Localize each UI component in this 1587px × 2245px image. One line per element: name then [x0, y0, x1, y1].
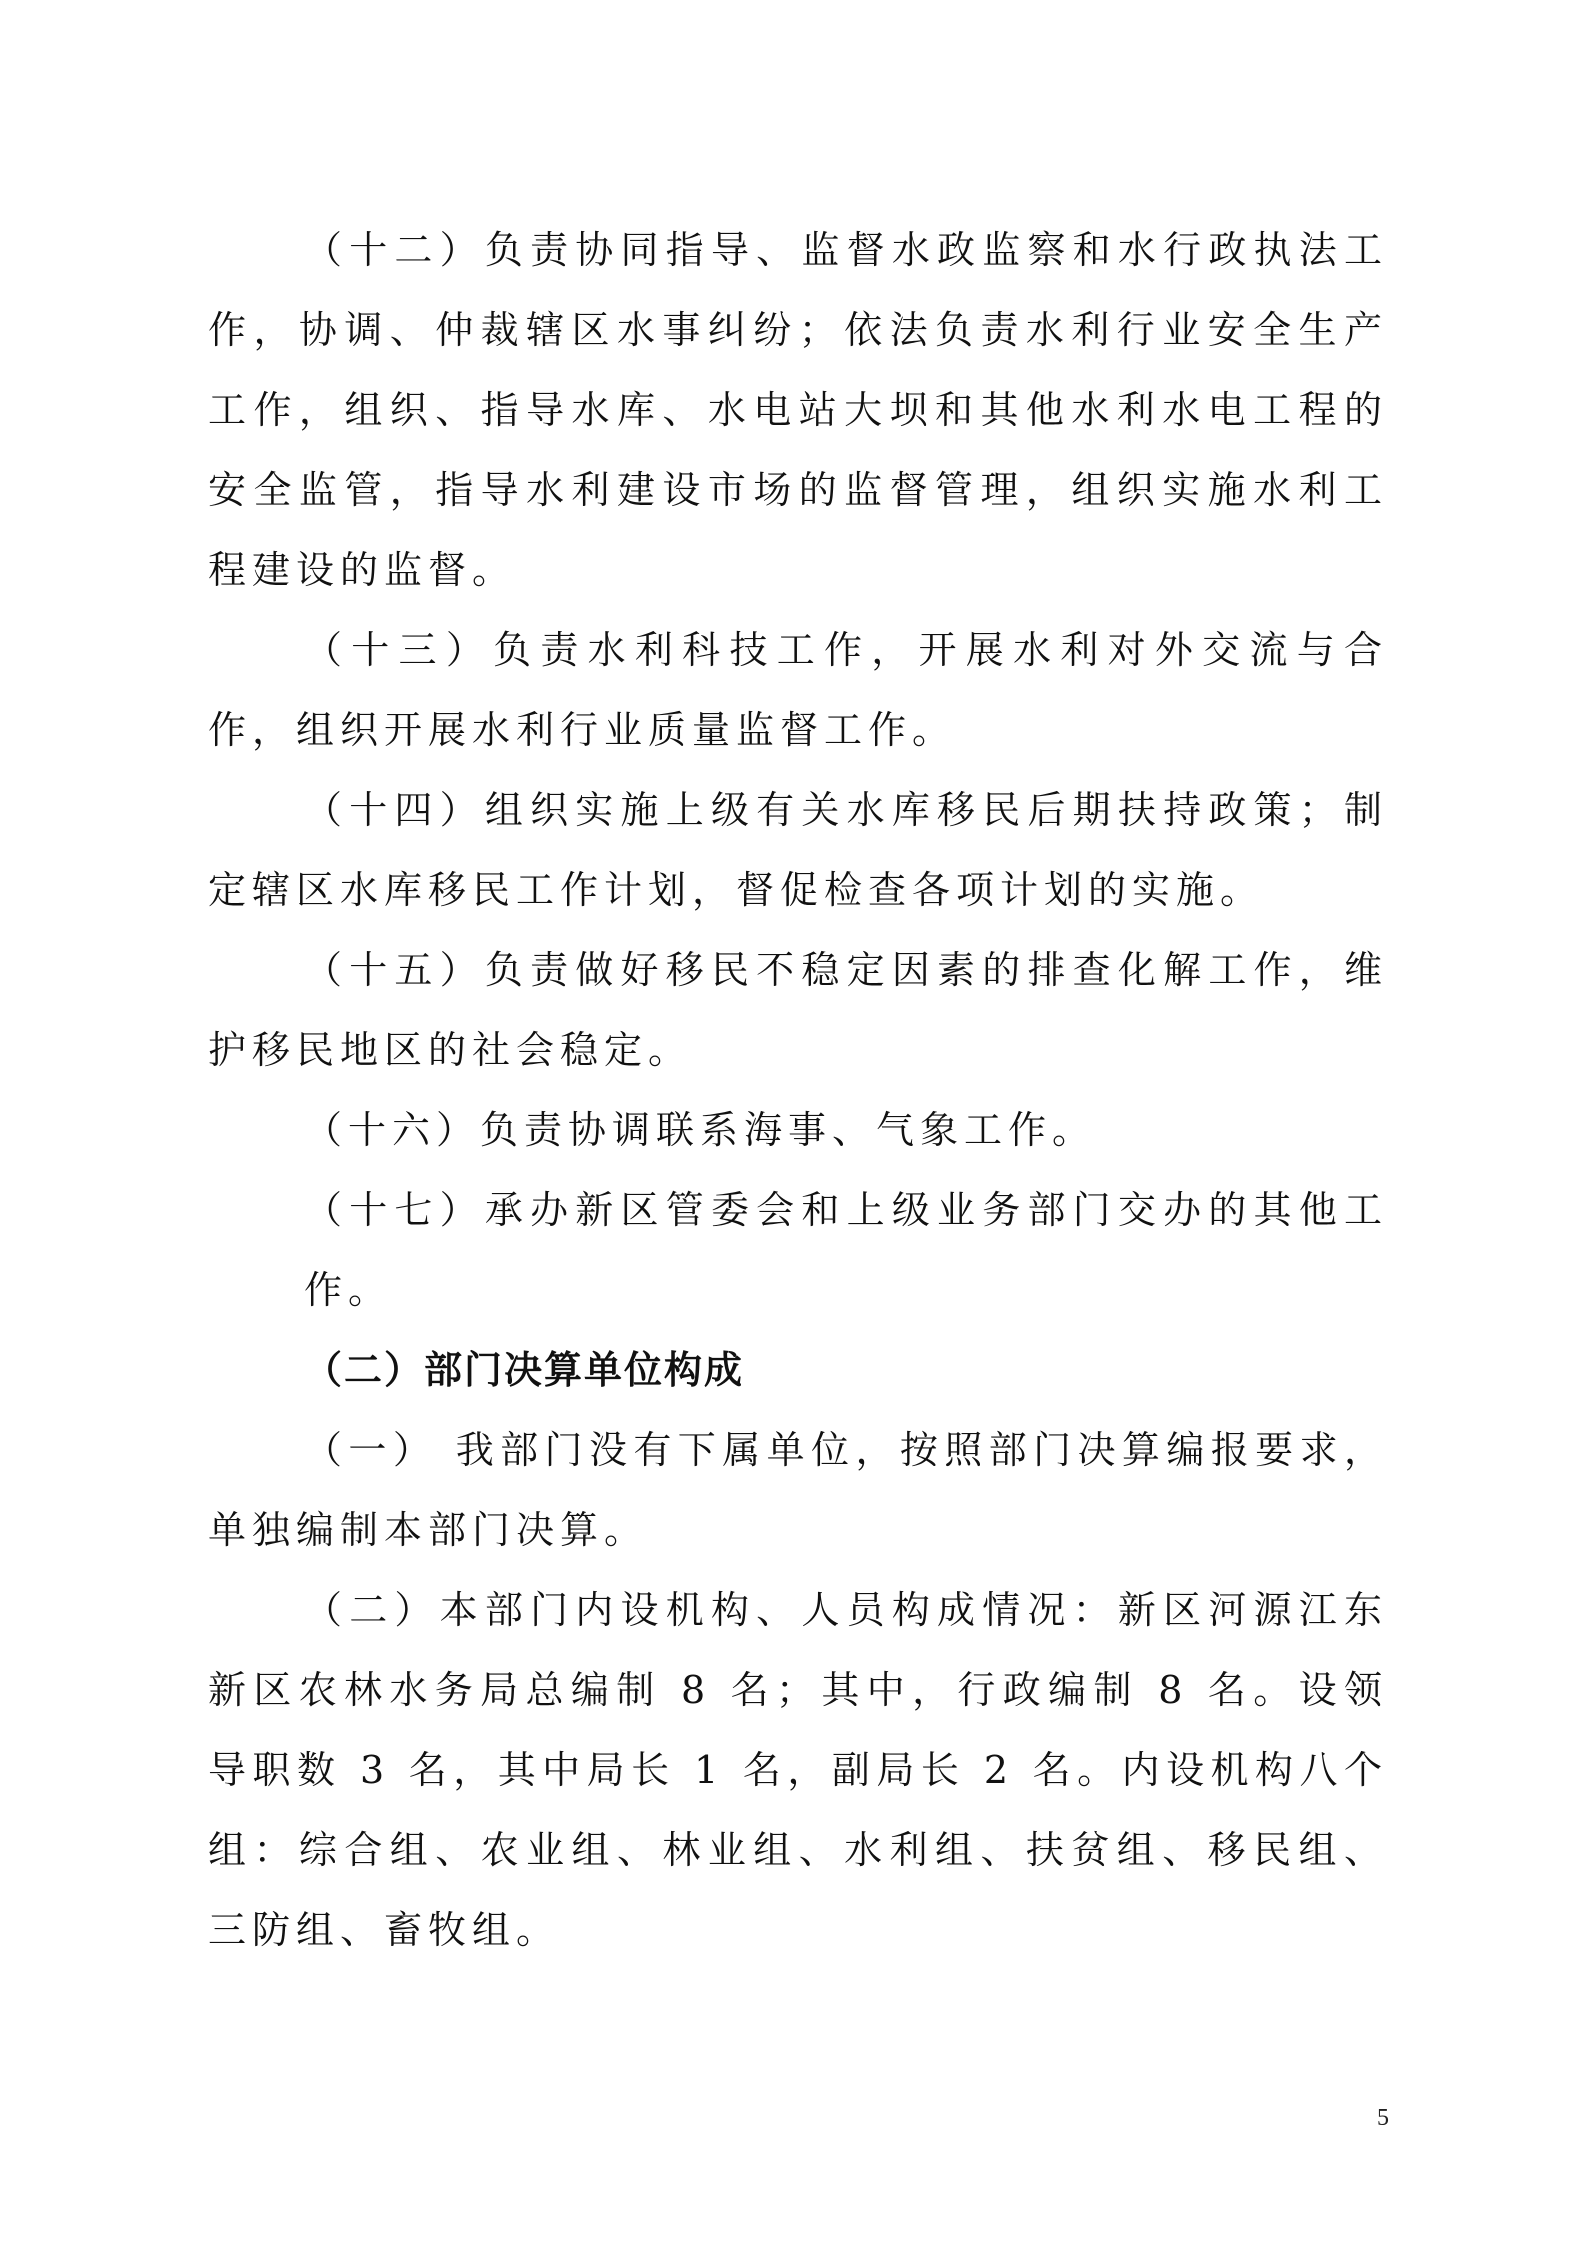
paragraph-item-14: （十四）组织实施上级有关水库移民后期扶持政策；制定辖区水库移民工作计划，督促检查各项计划的实施。 — [208, 788, 1388, 912]
document-body — [208, 210, 1388, 1970]
paragraph-item-16: （十六）负责协调联系海事、气象工作。 — [304, 1108, 1097, 1152]
section-paragraph-2: （二）本部门内设机构、人员构成情况：新区河源江东新区农林水务局总编制 8 名；其中，行政编制 8 名。设领导职数 3 名，其中局长 1 名，副局长 2 名。内设机构八个组：综合组、农业组、林业组、水利组、扶贫组、移民组、三防组、畜牧组。 — [208, 1588, 1388, 1952]
paragraph-item-15: （十五）负责做好移民不稳定因素的排查化解工作，维护移民地区的社会稳定。 — [208, 948, 1388, 1072]
section-heading: （二）部门决算单位构成 — [304, 1348, 745, 1392]
section-paragraph-1: （一） 我部门没有下属单位，按照部门决算编报要求，单独编制本部门决算。 — [208, 1428, 1388, 1552]
paragraph-item-17: （十七）承办新区管委会和上级业务部门交办的其他工作。 — [304, 1188, 1388, 1312]
paragraph-item-13: （十三）负责水利科技工作，开展水利对外交流与合作，组织开展水利行业质量监督工作。 — [208, 628, 1388, 752]
page-number: 5 — [1377, 2105, 1389, 2131]
paragraph-item-12: （十二）负责协同指导、监督水政监察和水行政执法工作，协调、仲裁辖区水事纠纷；依法负责水利行业安全生产工作，组织、指导水库、水电站大坝和其他水利水电工程的安全监管，指导水利建设市场的监督管理，组织实施水利工程建设的监督。 — [208, 228, 1388, 592]
